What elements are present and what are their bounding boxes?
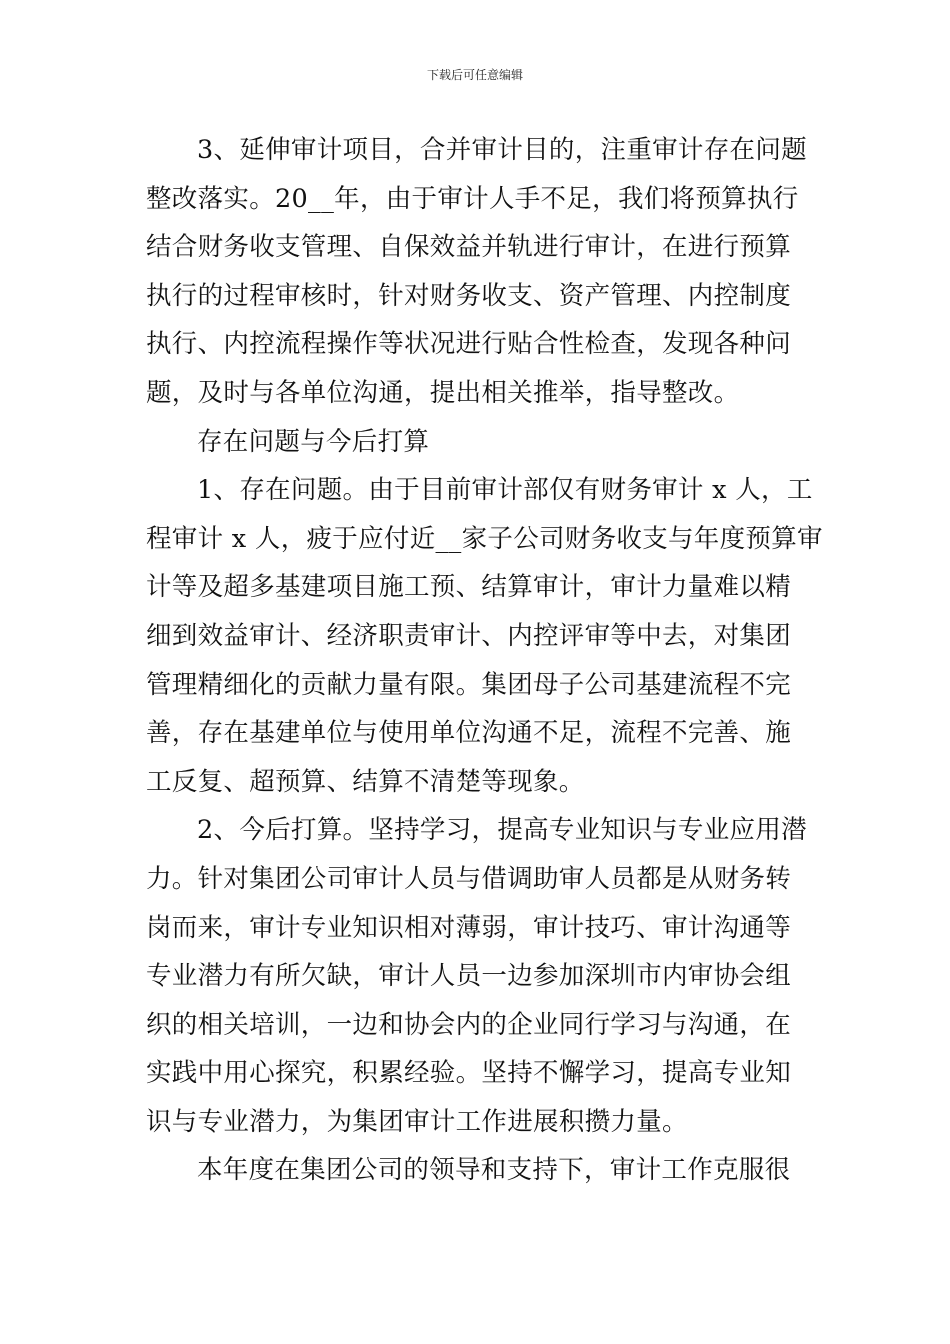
paragraph-line: 执行、内控流程操作等状况进行贴合性检查，发现各种问 [146,329,792,360]
paragraph-line: 实践中用心探究，积累经验。坚持不懈学习，提高专业知 [146,1058,792,1089]
paragraph-line: 程审计 x 人，疲于应付近__家子公司财务收支与年度预算审 [146,523,823,554]
paragraph-line: 结合财务收支管理、自保效益并轨进行审计，在进行预算 [146,232,792,263]
paragraph-line: 识与专业潜力，为集团审计工作进展积攒力量。 [146,1106,688,1137]
paragraph-line: 3、延伸审计项目，合并审计目的，注重审计存在问题 [197,135,807,165]
paragraph-line: 整改落实。20__年，由于审计人手不足，我们将预算执行 [146,183,799,214]
paragraph-line: 力。针对集团公司审计人员与借调助审人员都是从财务转 [146,863,792,894]
page-header: 下载后可任意编辑 [426,68,523,82]
paragraph-line: 细到效益审计、经济职责审计、内控评审等中去，对集团 [146,620,792,651]
section-heading: 存在问题与今后打算 [197,426,430,457]
paragraph-line: 岗而来，审计专业知识相对薄弱，审计技巧、审计沟通等 [146,912,792,943]
paragraph-line: 1、存在问题。由于目前审计部仅有财务审计 x 人，工 [197,475,813,506]
paragraph-line: 善，存在基建单位与使用单位沟通不足，流程不完善、施 [146,718,792,749]
paragraph-line: 织的相关培训，一边和协会内的企业同行学习与沟通，在 [146,1009,792,1040]
paragraph-line: 管理精细化的贡献力量有限。集团母子公司基建流程不完 [146,669,792,700]
paragraph-line: 工反复、超预算、结算不清楚等现象。 [146,766,585,797]
paragraph-line: 2、今后打算。坚持学习，提高专业知识与专业应用潜 [197,815,807,846]
paragraph-line: 本年度在集团公司的领导和支持下，审计工作克服很 [197,1155,791,1186]
document-body [146,126,823,1195]
paragraph-line: 专业潜力有所欠缺，审计人员一边参加深圳市内审协会组 [146,961,792,992]
paragraph-line: 题，及时与各单位沟通，提出相关推举，指导整改。 [146,377,740,408]
paragraph-line: 计等及超多基建项目施工预、结算审计，审计力量难以精 [146,572,792,603]
paragraph-line: 执行的过程审核时，针对财务收支、资产管理、内控制度 [146,280,792,311]
